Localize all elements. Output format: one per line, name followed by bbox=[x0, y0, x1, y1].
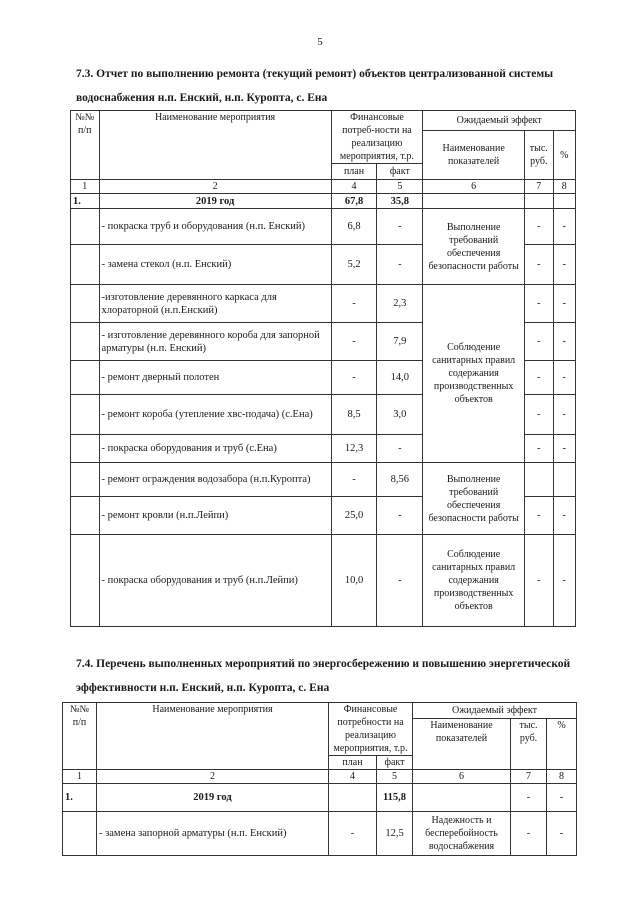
year-row-num: 1. bbox=[63, 784, 97, 812]
row-pct: - bbox=[553, 323, 575, 361]
year-row-fact: 115,8 bbox=[377, 784, 413, 812]
col-number: 6 bbox=[423, 180, 525, 194]
row-rub: - bbox=[511, 812, 547, 856]
row-plan: 8,5 bbox=[331, 395, 377, 435]
row-name: - изготовление деревянного короба для запорной арматуры (н.п. Енский) bbox=[99, 323, 331, 361]
col-header-num: №№ п/п bbox=[63, 703, 97, 770]
row-fact: - bbox=[377, 245, 423, 285]
col-header-effect: Ожидаемый эффект bbox=[413, 703, 577, 719]
row-plan: 25,0 bbox=[331, 497, 377, 535]
row-rub: - bbox=[525, 323, 554, 361]
col-header-indicators: Наименование показателей bbox=[413, 719, 511, 770]
row-rub: - bbox=[525, 209, 554, 245]
col-number: 7 bbox=[525, 180, 554, 194]
section-7-3-title bbox=[76, 62, 586, 110]
effect-sanitary-2: Соблюдение санитарных правил содержания производственных объектов bbox=[423, 535, 525, 627]
section-7-3-title-line1: 7.3. Отчет по выполнению ремонта (текущий ремонт) объектов централизованной системы bbox=[76, 68, 554, 80]
row-name: - покраска труб и оборудования (н.п. Енский) bbox=[99, 209, 331, 245]
row-fact: 12,5 bbox=[377, 812, 413, 856]
row-name: - ремонт короба (утепление хвс-подача) (с.Ена) bbox=[99, 395, 331, 435]
year-row-pct: - bbox=[547, 784, 577, 812]
table-row bbox=[71, 285, 576, 323]
year-row-plan: 67,8 bbox=[331, 194, 377, 209]
col-header-pct: % bbox=[547, 719, 577, 770]
table-row bbox=[63, 812, 577, 856]
row-rub: - bbox=[525, 497, 554, 535]
table-row bbox=[71, 209, 576, 245]
row-name: - покраска оборудования и труб (н.п.Лейпи) bbox=[99, 535, 331, 627]
col-number: 6 bbox=[413, 770, 511, 784]
row-plan: - bbox=[331, 285, 377, 323]
row-pct: - bbox=[553, 535, 575, 627]
row-rub: - bbox=[525, 285, 554, 323]
year-row-fact: 35,8 bbox=[377, 194, 423, 209]
row-pct: - bbox=[553, 395, 575, 435]
row-fact: 14,0 bbox=[377, 361, 423, 395]
row-effect: Надежность и бесперебойность водоснабжения bbox=[413, 812, 511, 856]
col-number: 2 bbox=[99, 180, 331, 194]
year-row-num: 1. bbox=[71, 194, 100, 209]
section-7-3-title-line2: водоснабжения н.п. Енский, н.п. Куропта, с. Ена bbox=[76, 92, 328, 104]
row-fact: - bbox=[377, 535, 423, 627]
row-pct: - bbox=[553, 435, 575, 463]
row-fact: - bbox=[377, 497, 423, 535]
repair-report-table bbox=[70, 110, 576, 627]
section-7-4-title bbox=[76, 652, 586, 700]
section-7-4-title-line1: 7.4. Перечень выполненных мероприятий по энергосбережению и повышению энергетической bbox=[76, 658, 571, 670]
row-name: - ремонт кровли (н.п.Лейпи) bbox=[99, 497, 331, 535]
col-header-rub: тыс. руб. bbox=[511, 719, 547, 770]
row-name: -изготовление деревянного каркаса для хлораторной (н.п.Енский) bbox=[99, 285, 331, 323]
col-number: 7 bbox=[511, 770, 547, 784]
col-number: 1 bbox=[71, 180, 100, 194]
year-row-plan bbox=[329, 784, 377, 812]
row-plan: - bbox=[329, 812, 377, 856]
row-rub: - bbox=[525, 435, 554, 463]
year-row-name: 2019 год bbox=[99, 194, 331, 209]
row-plan: 5,2 bbox=[331, 245, 377, 285]
col-number: 4 bbox=[329, 770, 377, 784]
row-pct: - bbox=[553, 497, 575, 535]
row-pct bbox=[553, 463, 575, 497]
row-plan: - bbox=[331, 361, 377, 395]
row-name: - замена запорной арматуры (н.п. Енский) bbox=[97, 812, 329, 856]
row-pct: - bbox=[553, 209, 575, 245]
col-number: 5 bbox=[377, 180, 423, 194]
row-fact: 3,0 bbox=[377, 395, 423, 435]
row-fact: - bbox=[377, 209, 423, 245]
col-header-plan: план bbox=[329, 756, 377, 770]
col-number: 1 bbox=[63, 770, 97, 784]
col-header-financial: Финансовые потреб-ности на реализацию мероприятия, т.р. bbox=[331, 111, 423, 164]
row-pct: - bbox=[553, 285, 575, 323]
row-name: - ремонт дверный полотен bbox=[99, 361, 331, 395]
col-number: 5 bbox=[377, 770, 413, 784]
col-header-financial: Финансовые потребности на реализацию мероприятия, т.р. bbox=[329, 703, 413, 756]
row-name: - замена стекол (н.п. Енский) bbox=[99, 245, 331, 285]
row-fact: 7,9 bbox=[377, 323, 423, 361]
effect-safety-2: Выполнение требований обеспечения безопасности работы bbox=[423, 463, 525, 535]
row-plan: 12,3 bbox=[331, 435, 377, 463]
row-name: - ремонт ограждения водозабора (н.п.Куропта) bbox=[99, 463, 331, 497]
page-number: 5 bbox=[317, 36, 323, 48]
row-fact: 8,56 bbox=[377, 463, 423, 497]
row-pct: - bbox=[553, 361, 575, 395]
year-row-rub: - bbox=[511, 784, 547, 812]
row-plan: - bbox=[331, 463, 377, 497]
col-header-fact: факт bbox=[377, 164, 423, 180]
col-number: 8 bbox=[547, 770, 577, 784]
effect-sanitary: Соблюдение санитарных правил содержания производственных объектов bbox=[423, 285, 525, 463]
row-fact: 2,3 bbox=[377, 285, 423, 323]
section-7-4-title-line2: эффективности н.п. Енский, н.п. Куропта, с. Ена bbox=[76, 682, 330, 694]
row-pct: - bbox=[547, 812, 577, 856]
row-rub: - bbox=[525, 395, 554, 435]
row-fact: - bbox=[377, 435, 423, 463]
col-header-fact: факт bbox=[377, 756, 413, 770]
energy-saving-table bbox=[62, 702, 577, 856]
col-number: 2 bbox=[97, 770, 329, 784]
row-name: - покраска оборудования и труб (с.Ена) bbox=[99, 435, 331, 463]
col-header-indicators: Наименование показателей bbox=[423, 131, 525, 180]
year-row-name: 2019 год bbox=[97, 784, 329, 812]
row-plan: 6,8 bbox=[331, 209, 377, 245]
col-header-name: Наименование мероприятия bbox=[99, 111, 331, 180]
row-rub bbox=[525, 463, 554, 497]
row-plan: 10,0 bbox=[331, 535, 377, 627]
table-row bbox=[71, 535, 576, 627]
row-pct: - bbox=[553, 245, 575, 285]
col-header-name: Наименование мероприятия bbox=[97, 703, 329, 770]
table-row bbox=[71, 463, 576, 497]
col-header-pct: % bbox=[553, 131, 575, 180]
col-header-plan: план bbox=[331, 164, 377, 180]
row-rub: - bbox=[525, 535, 554, 627]
effect-safety: Выполнение требований обеспечения безопасности работы bbox=[423, 209, 525, 285]
col-number: 8 bbox=[553, 180, 575, 194]
col-header-effect: Ожидаемый эффект bbox=[423, 111, 576, 131]
row-plan: - bbox=[331, 323, 377, 361]
col-number: 4 bbox=[331, 180, 377, 194]
row-rub: - bbox=[525, 361, 554, 395]
col-header-num: №№ п/п bbox=[71, 111, 100, 180]
row-rub: - bbox=[525, 245, 554, 285]
col-header-rub: тыс. руб. bbox=[525, 131, 554, 180]
